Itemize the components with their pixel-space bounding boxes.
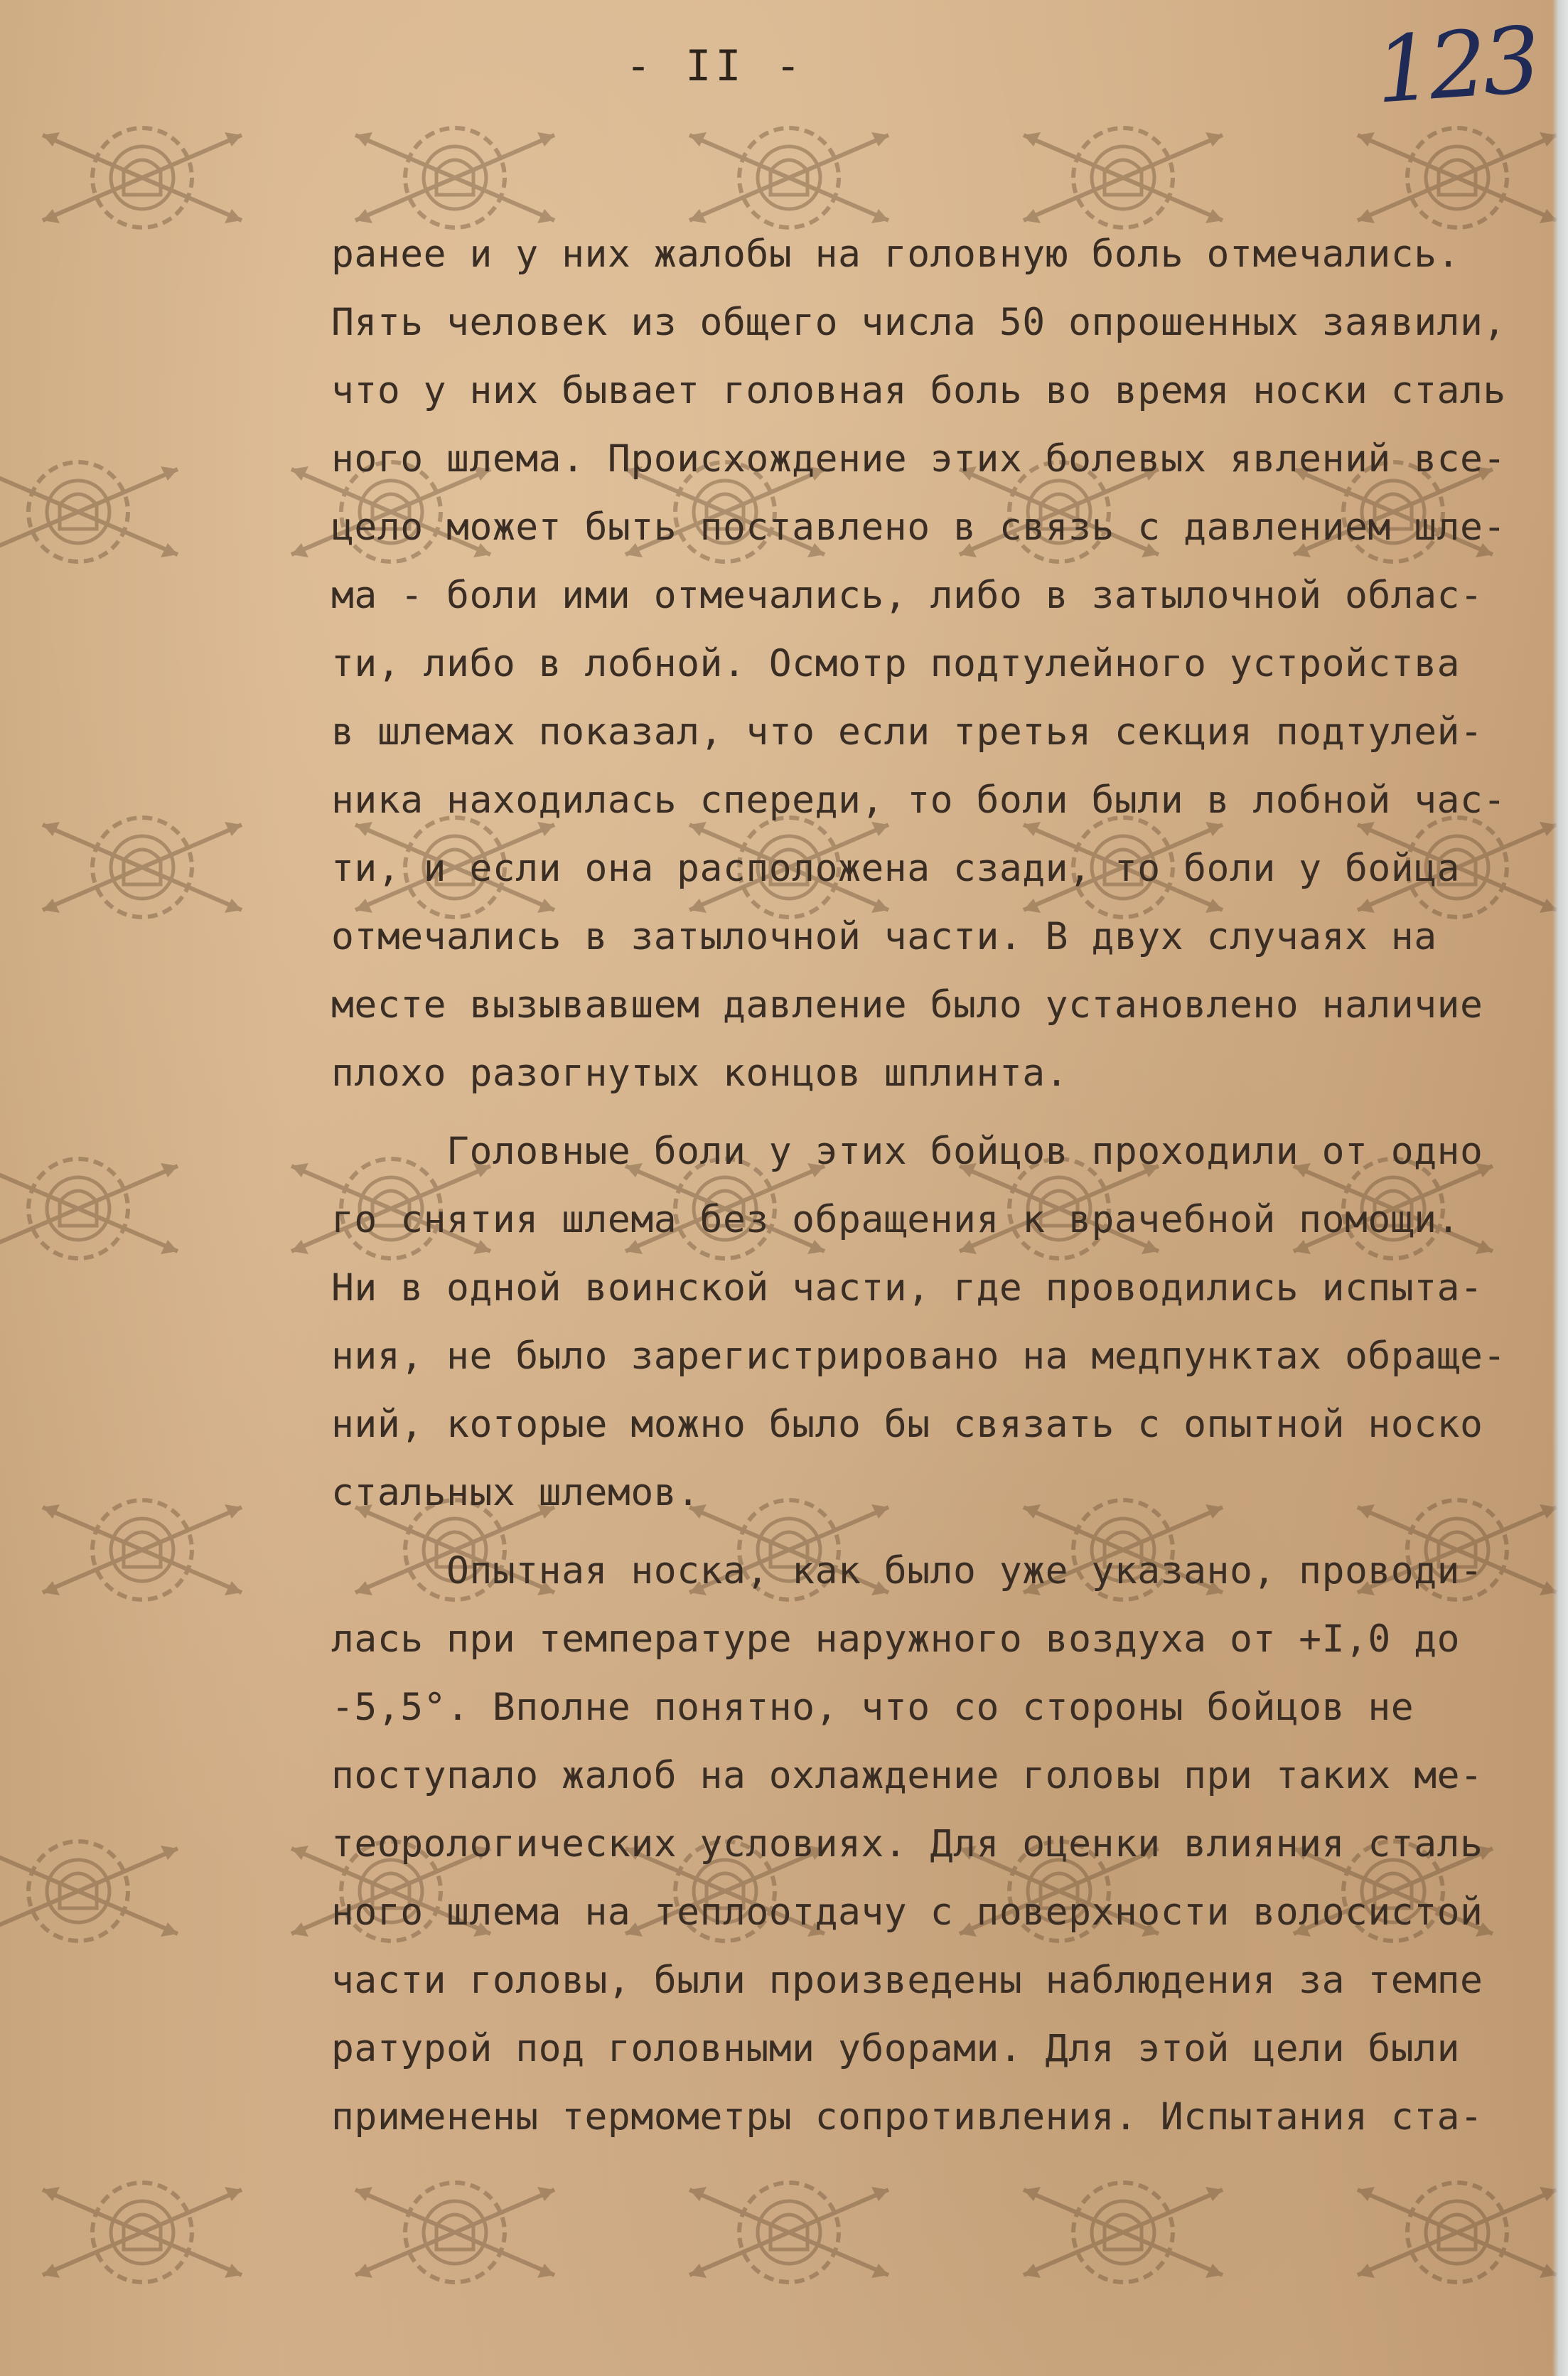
watermark-emblem <box>689 2183 888 2282</box>
text-line: ма - боли ими отмечались, либо в затылочной облас- <box>331 574 1483 617</box>
page-number: - II - <box>625 41 805 91</box>
watermark-emblem <box>0 1159 178 1258</box>
text-line: ного шлема на теплоотдачу с поверхности волосистой <box>331 1890 1483 1934</box>
watermark-emblem <box>0 1841 178 1941</box>
watermark-emblem <box>355 128 554 228</box>
text-line: теорологических условиях. Для оценки влияния сталь <box>331 1822 1483 1866</box>
text-line: месте вызывавшем давление было установлено наличие <box>331 983 1483 1027</box>
text-line: отмечались в затылочной части. В двух случаях на <box>331 915 1437 958</box>
text-line: ти, либо в лобной. Осмотр подтулейного устройства <box>331 642 1461 685</box>
text-line: ний, которые можно было бы связать с опытной носко <box>331 1403 1483 1446</box>
scan-edge-strip <box>1552 0 1568 2376</box>
text-line: го снятия шлема без обращения к врачебной помощи. <box>331 1198 1461 1241</box>
archive-page-number: 123 <box>1372 7 1540 124</box>
text-line: применены термометры сопротивления. Испытания ста- <box>331 2095 1483 2139</box>
text-line: Головные боли у этих бойцов проходили от одно <box>331 1130 1483 1173</box>
text-line: лась при температуре наружного воздуха от +I,0 до <box>331 1617 1461 1661</box>
watermark-emblem <box>689 128 888 228</box>
text-line: Опытная носка, как было уже указано, проводи- <box>331 1549 1483 1593</box>
text-line: Пять человек из общего числа 50 опрошенных заявили, <box>331 301 1506 344</box>
text-line: ратурой под головными уборами. Для этой цели были <box>331 2027 1461 2070</box>
text-line: цело может быть поставлено в связь с давлением шле- <box>331 505 1506 549</box>
text-line: Ни в одной воинской части, где проводились испыта- <box>331 1266 1483 1310</box>
watermark-emblem <box>0 462 178 562</box>
watermark-emblem <box>43 1500 242 1600</box>
watermark-emblem <box>43 128 242 228</box>
watermark-emblem <box>1358 2183 1557 2282</box>
text-line: плохо разогнутых концов шплинта. <box>331 1051 1069 1095</box>
watermark-emblem <box>1024 128 1223 228</box>
text-line: части головы, были произведены наблюдения за темпе <box>331 1959 1483 2002</box>
text-line: что у них бывает головная боль во время носки сталь <box>331 369 1506 412</box>
watermark-emblem <box>43 818 242 917</box>
text-line: ния, не было зарегистрировано на медпунктах обраще- <box>331 1334 1506 1378</box>
watermark-emblem <box>43 2183 242 2282</box>
text-line: поступало жалоб на охлаждение головы при таких ме- <box>331 1754 1483 1797</box>
text-line: стальных шлемов. <box>331 1471 700 1514</box>
watermark-emblem <box>355 2183 554 2282</box>
watermark-emblem <box>1358 128 1557 228</box>
text-line: ника находилась спереди, то боли были в лобной час- <box>331 778 1506 822</box>
text-line: ранее и у них жалобы на головную боль отмечались. <box>331 232 1461 276</box>
watermark-emblem <box>1024 2183 1223 2282</box>
text-line: ти, и если она расположена сзади, то боли у бойца <box>331 847 1461 890</box>
text-line: -5,5°. Вполне понятно, что со стороны бойцов не <box>331 1686 1414 1729</box>
text-line: в шлемах показал, что если третья секция подтулей- <box>331 710 1483 754</box>
text-line: ного шлема. Происхождение этих болевых явлений все- <box>331 437 1506 481</box>
